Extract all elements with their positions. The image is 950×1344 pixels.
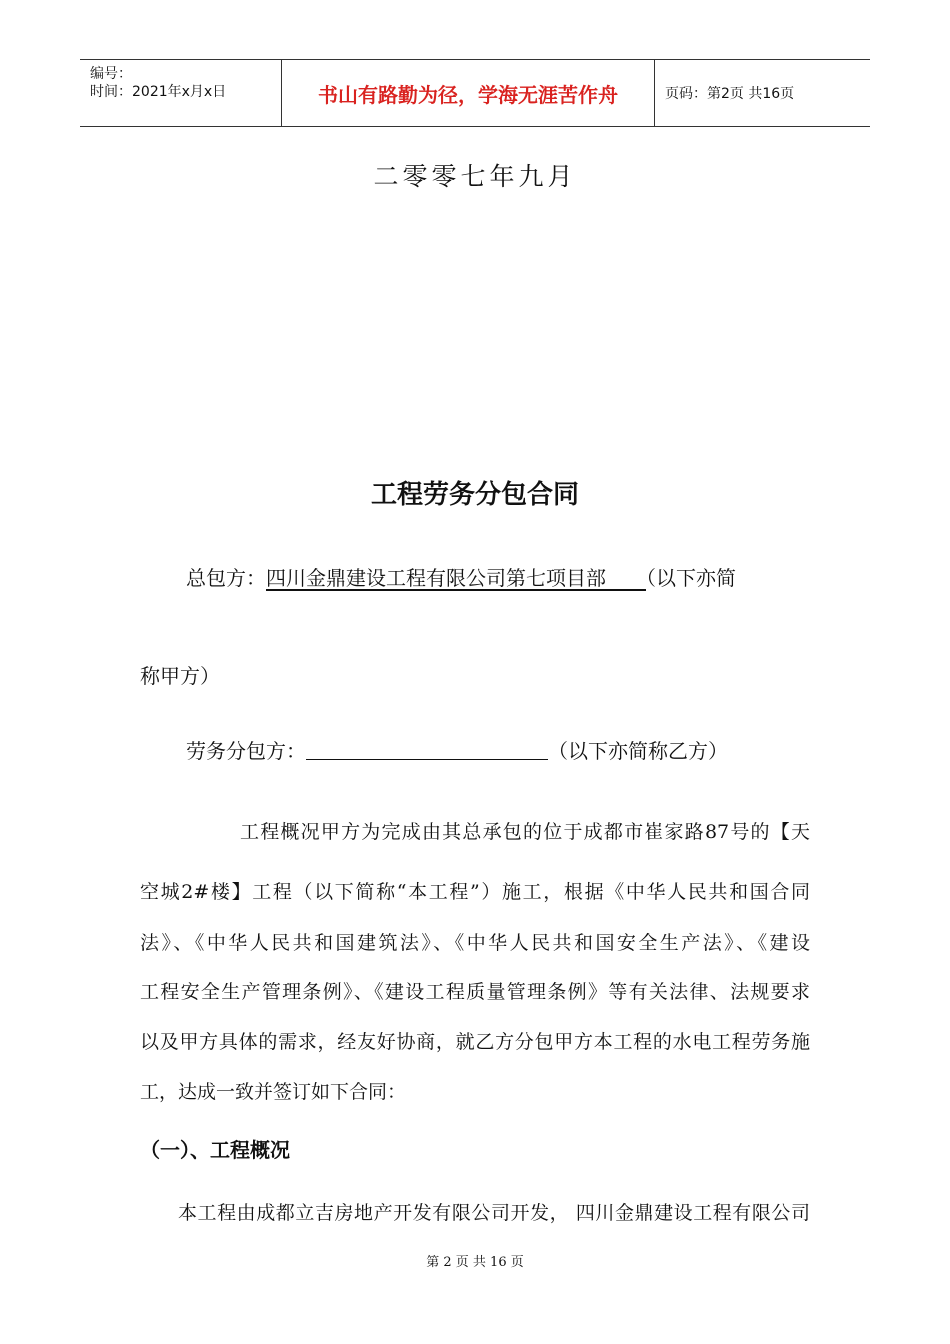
- intro-line-6: 工，达成一致并签订如下合同：: [140, 1081, 407, 1103]
- intro-line-2: 空城2#楼】工程（以下简称“本工程”）施工，根据《中华人民共和国合同: [140, 881, 810, 903]
- subcontractor-note: （以下亦简称乙方）: [548, 739, 728, 763]
- subcontractor-label: 劳务分包方：: [186, 739, 306, 763]
- intro-line-1: 工程概况甲方为完成由其总承包的位于成都市崔家路87号的【天: [240, 821, 810, 843]
- header-table: [80, 59, 870, 127]
- contractor-line: [186, 562, 736, 591]
- page-footer: 第 2 页 共 16 页: [426, 1255, 524, 1270]
- subcontractor-line: [186, 735, 728, 764]
- intro-line-4: 工程安全生产管理条例》、《建设工程质量管理条例》等有关法律、法规要求: [140, 981, 810, 1003]
- contractor-label: 总包方：: [186, 566, 266, 590]
- date-line: 二零零七年九月: [373, 162, 577, 191]
- intro-line-5: 以及甲方具体的需求，经友好协商，就乙方分包甲方本工程的水电工程劳务施: [140, 1031, 810, 1053]
- header-page-info: 页码：第2页 共16页: [665, 86, 795, 102]
- header-motto: 书山有路勤为径，学海无涯苦作舟: [281, 60, 655, 126]
- intro-line-3: 法》、《中华人民共和国建筑法》、《中华人民共和国安全生产法》、《建设: [140, 932, 810, 954]
- section-first-line: 本工程由成都立吉房地产开发有限公司开发， 四川金鼎建设工程有限公司: [178, 1202, 810, 1224]
- time-label: 时间：2021年x月x日: [90, 84, 227, 100]
- document-title: 工程劳务分包合同: [370, 480, 579, 510]
- subcontractor-blank-field[interactable]: [306, 739, 548, 760]
- section-heading: （一）、工程概况: [140, 1138, 290, 1162]
- contractor-name: 四川金鼎建设工程有限公司第七项目部: [266, 566, 646, 590]
- contractor-note-continued: 称甲方）: [140, 664, 220, 688]
- contractor-note: （以下亦简: [646, 566, 736, 590]
- serial-number-label: 编号：: [90, 66, 132, 82]
- header-meta: [80, 60, 281, 126]
